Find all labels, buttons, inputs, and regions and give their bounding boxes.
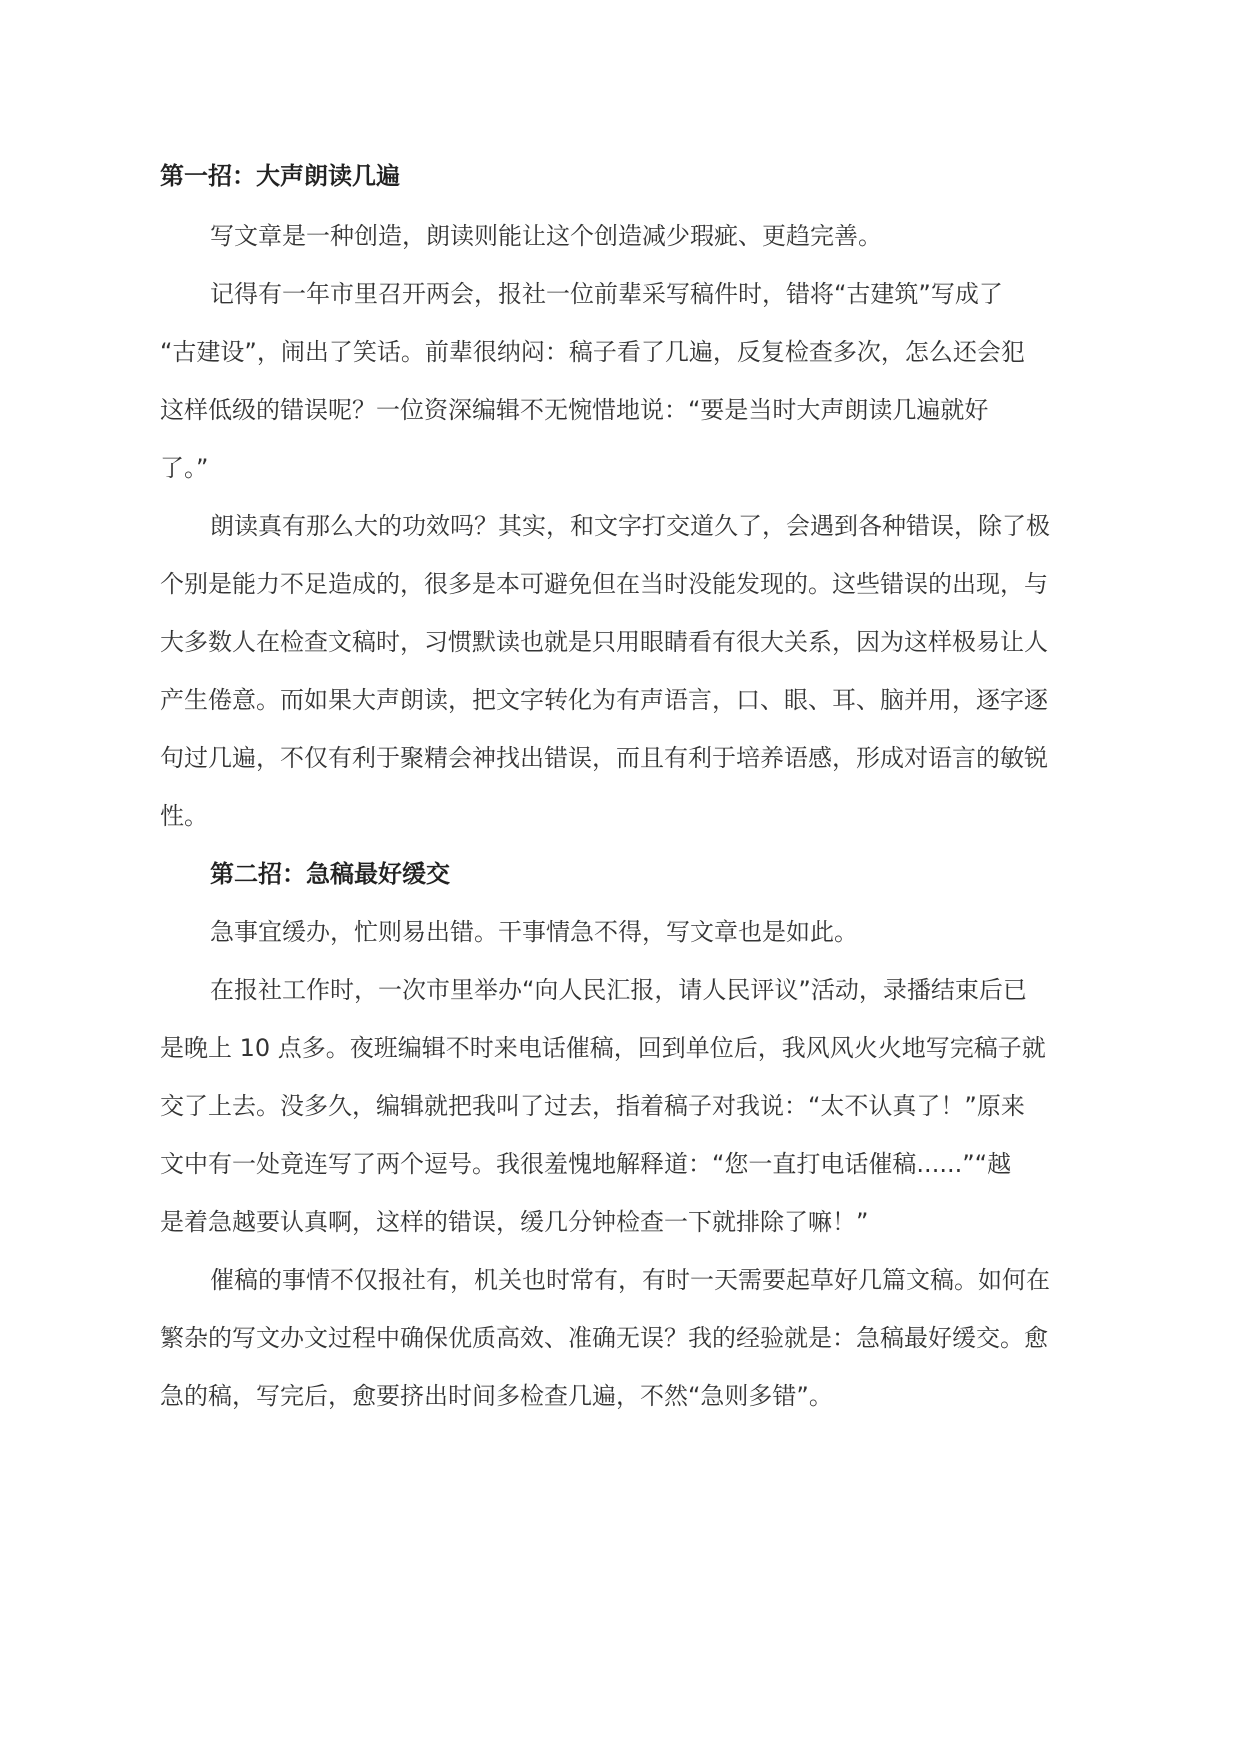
- paragraph-5-line-5: 是着急越要认真啊，这样的错误，缓几分钟检查一下就排除了嘛！”: [160, 1208, 869, 1236]
- paragraph-6-line-2: 繁杂的写文办文过程中确保优质高效、准确无误？我的经验就是：急稿最好缓交。愈: [160, 1324, 1048, 1352]
- paragraph-6-line-3: 急的稿，写完后，愈要挤出时间多检查几遍，不然“急则多错”。: [160, 1382, 833, 1410]
- paragraph-2-line-3: 这样低级的错误呢？一位资深编辑不无惋惜地说：“要是当时大声朗读几遍就好: [160, 396, 989, 424]
- paragraph-3-line-3: 大多数人在检查文稿时，习惯默读也就是只用眼睛看有很大关系，因为这样极易让人: [160, 628, 1048, 656]
- paragraph-5-line-3: 交了上去。没多久，编辑就把我叫了过去，指着稿子对我说：“太不认真了！”原来: [160, 1092, 1025, 1120]
- paragraph-3-line-2: 个别是能力不足造成的，很多是本可避免但在当时没能发现的。这些错误的出现，与: [160, 570, 1048, 598]
- paragraph-3-line-5: 句过几遍，不仅有利于聚精会神找出错误，而且有利于培养语感，形成对语言的敏锐: [160, 744, 1048, 772]
- paragraph-3-line-1: 朗读真有那么大的功效吗？其实，和文字打交道久了，会遇到各种错误，除了极: [210, 512, 1050, 540]
- paragraph-5-line-1: 在报社工作时，一次市里举办“向人民汇报，请人民评议”活动，录播结束后已: [210, 976, 1027, 1004]
- section-heading-2: 第二招：急稿最好缓交: [210, 860, 450, 888]
- document-page: [160, 0, 1090, 1754]
- paragraph-5-line-4: 文中有一处竟连写了两个逗号。我很羞愧地解释道：“您一直打电话催稿......”“越: [160, 1150, 1012, 1178]
- paragraph-2-line-4: 了。”: [160, 454, 209, 482]
- paragraph-3-line-6: 性。: [160, 802, 208, 830]
- paragraph-6-line-1: 催稿的事情不仅报社有，机关也时常有，有时一天需要起草好几篇文稿。如何在: [210, 1266, 1050, 1294]
- paragraph-3-line-4: 产生倦意。而如果大声朗读，把文字转化为有声语言，口、眼、耳、脑并用，逐字逐: [160, 686, 1048, 714]
- paragraph-2-line-2: “古建设”，闹出了笑话。前辈很纳闷：稿子看了几遍，反复检查多次，怎么还会犯: [160, 338, 1025, 366]
- section-heading-1: 第一招：大声朗读几遍: [160, 162, 400, 190]
- paragraph-5-line-2: 是晚上 10 点多。夜班编辑不时来电话催稿，回到单位后，我风风火火地写完稿子就: [160, 1034, 1046, 1062]
- paragraph-4-line-1: 急事宜缓办，忙则易出错。干事情急不得，写文章也是如此。: [210, 918, 858, 946]
- paragraph-1-line-1: 写文章是一种创造，朗读则能让这个创造减少瑕疵、更趋完善。: [210, 222, 882, 250]
- paragraph-2-line-1: 记得有一年市里召开两会，报社一位前辈采写稿件时，错将“古建筑”写成了: [210, 280, 1003, 308]
